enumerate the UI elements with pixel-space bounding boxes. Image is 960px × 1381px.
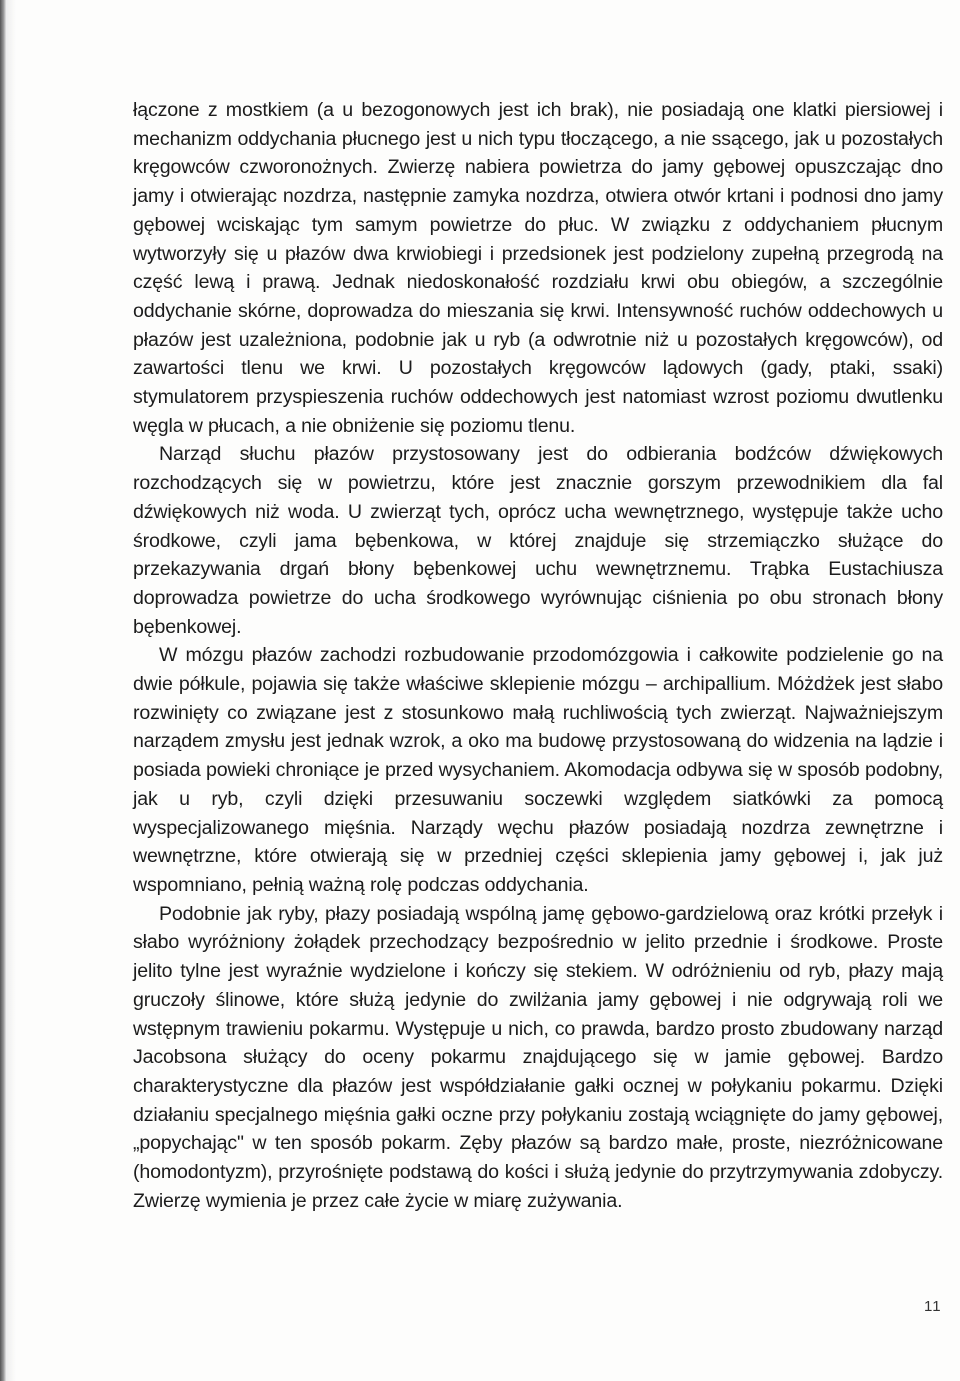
body-text bbox=[133, 96, 943, 1215]
paragraph-respiration: łączone z mostkiem (a u bezogonowych jest ich brak), nie posiadają one klatki piersiowej i mechanizm oddychania płucnego jest u nich typu tłoczącego, a nie ssącego, jak u pozostałych kręgowców czworonożnych. Zwierzę nabiera powietrza do jamy gębowej opuszczając dno jamy i otwierając nozdrza, następnie zamyka nozdrza, otwiera otwór krtani i podnosi dno jamy gębowej wciskając tym samym powietrze do płuc. W związku z oddychaniem płucnym wytworzyły się u płazów dwa krwiobiegi i przedsionek jest podzielony zupełną przegrodą na część lewą i prawą. Jednak niedoskonałość rozdziału krwi obu obiegów, a szczególnie oddychanie skórne, doprowadza do mieszania się krwi. Intensywność ruchów oddechowych u płazów jest uzależniona, podobnie jak u ryb (a odwrotnie niż u pozostałych kręgowców), od zawartości tlenu we krwi. U pozostałych kręgowców lądowych (gady, ptaki, ssaki) stymulatorem przyspieszenia ruchów oddechowych jest natomiast wzrost poziomu dwutlenku węgla w płucach, a nie obniżenie się poziomu tlenu. bbox=[133, 99, 943, 437]
paragraph-hearing: Narząd słuchu płazów przystosowany jest do odbierania bodźców dźwiękowych rozchodzących się w powietrzu, które jest znacznie gorszym przewodnikiem dla fal dźwiękowych niż woda. U zwierząt tych, oprócz ucha wewnętrznego, występuje także ucho środkowe, czyli jama bębenkowa, w której znajduje się strzemiączko służące do przekazywania drgań błony bębenkowej uchu wewnętrznemu. Trąbka Eustachiusza doprowadza powietrze do ucha środkowego wyrównując ciśnienia po obu stronach błony bębenkowej. bbox=[133, 443, 943, 638]
page-binding-shadow bbox=[6, 0, 16, 1381]
paragraph-digestion: Podobnie jak ryby, płazy posiadają wspólną jamę gębowo-gardzielową oraz krótki przełyk i słabo wyróżniony żołądek przechodzący bezpośrednio w jelito przednie i środkowe. Proste jelito tylne jest wyraźnie wydzielone i kończy się stekiem. W odróżnieniu od ryb, płazy mają gruczoły ślinowe, które służą jedynie do zwilżania jamy gębowej i nie odgrywają roli we wstępnym trawieniu pokarmu. Występuje u nich, co prawda, bardzo prosto zbudowany narząd Jacobsona służący do oceny pokarmu znajdującego się w jamie gębowej. Bardzo charakterystyczne dla płazów jest współdziałanie gałki ocznej w połykaniu pokarmu. Dzięki działaniu specjalnego mięśnia gałki oczne przy połykaniu zostają wciągnięte do jamy gębowej, „popychając" w ten sposób pokarm. Zęby płazów są bardzo małe, proste, niezróżnicowane (homodontyzm), przyrośnięte podstawą do kości i służą jedynie do przytrzymywania zdobyczy. Zwierzę wymienia je przez całe życie w miarę zużywania. bbox=[133, 902, 943, 1212]
page-number: 11 bbox=[924, 1298, 942, 1315]
paragraph-brain-senses: W mózgu płazów zachodzi rozbudowanie przodomózgowia i całkowite podzielenie go na dwie półkule, pojawia się także właściwe sklepienie mózgu – archipallium. Móżdżek jest słabo rozwinięty co związane jest z stosunkowo małą ruchliwością tych zwierząt. Najważniejszym narządem zmysłu jest jednak wzrok, a oko ma budowę przystosowaną do widzenia na lądzie i posiada powieki chroniące je przed wysychaniem. Akomodacja odbywa się w sposób podobny, jak u ryb, czyli dzięki przesuwaniu soczewki względem siatkówki za pomocą wyspecjalizowanego mięśnia. Narządy węchu płazów posiadają nozdrza zewnętrzne i wewnętrzne, które otwierają się w przedniej części sklepienia jamy gębowej i, jak już wspomniano, pełnią ważną rolę podczas oddychania. bbox=[133, 644, 943, 896]
